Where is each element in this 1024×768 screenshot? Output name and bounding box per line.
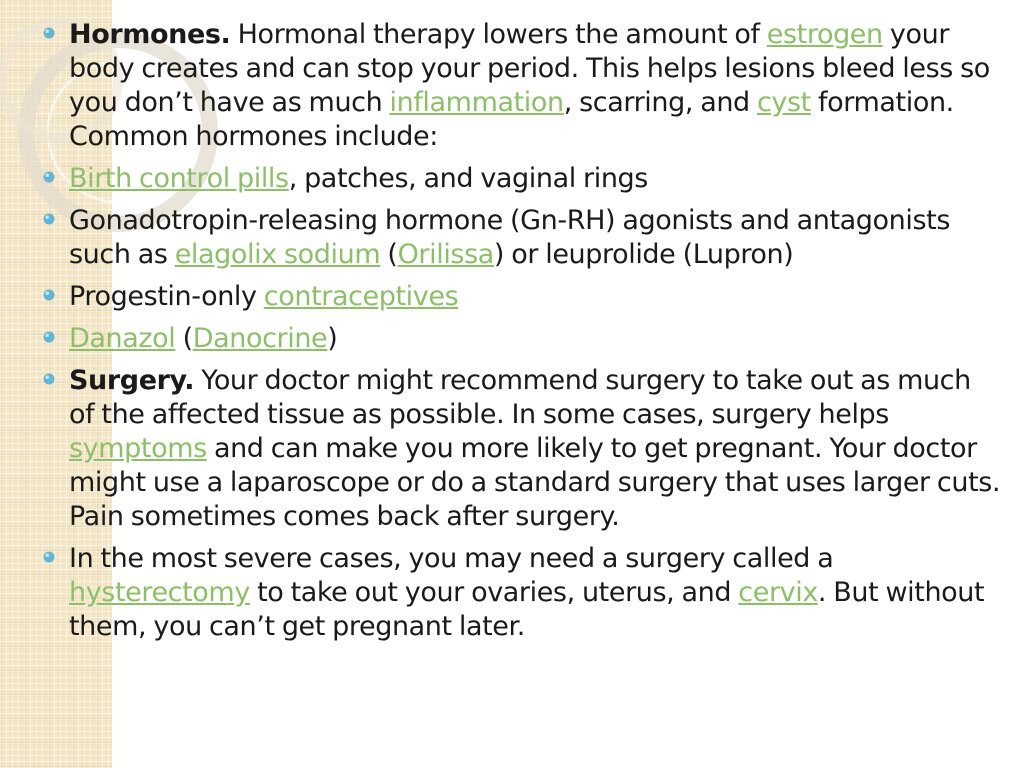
body-text: and can make you more likely to get pregnant. Your doctor might use a laparoscope or do a standard surgery that uses larger cuts. Pain sometimes comes back after surgery. <box>69 433 1001 532</box>
body-text: to take out your ovaries, uterus, and <box>249 577 739 608</box>
body-text: ( <box>380 239 398 270</box>
body-text: Hormonal therapy lowers the amount of <box>230 19 767 50</box>
bullet-icon <box>42 372 56 386</box>
list-item-surgery <box>42 364 1002 534</box>
inflammation-link[interactable]: inflammation <box>389 87 564 118</box>
bullet-icon <box>42 550 56 564</box>
danazol-link[interactable]: Danazol <box>69 323 176 354</box>
list-item-gnrh <box>42 204 1002 272</box>
lead-text: Hormones. <box>69 19 231 50</box>
contraceptives-link[interactable]: contraceptives <box>263 281 459 312</box>
body-text: Progestin-only <box>69 281 264 312</box>
body-text: , patches, and vaginal rings <box>288 163 648 194</box>
bullet-icon <box>42 330 56 344</box>
body-text: ( <box>175 323 193 354</box>
estrogen-link[interactable]: estrogen <box>766 19 883 50</box>
body-text: your body creates and can stop your period. This helps lesions bleed less so you don’t have as much <box>69 19 990 118</box>
body-text: Gonadotropin-releasing hormone (Gn-RH) agonists and antagonists such as <box>69 205 950 270</box>
bullet-icon <box>42 26 56 40</box>
bullet-icon <box>42 212 56 226</box>
list-item-hysterectomy <box>42 542 1002 644</box>
cyst-link[interactable]: cyst <box>756 87 811 118</box>
body-text: . But without them, you can’t get pregnant later. <box>69 577 985 642</box>
danocrine-link[interactable]: Danocrine <box>192 323 328 354</box>
list-item-birth-control <box>42 162 1002 196</box>
list-item-progestin <box>42 280 1002 314</box>
bullet-icon <box>42 170 56 184</box>
body-text: ) or leuprolide (Lupron) <box>493 239 794 270</box>
bullet-list-container <box>42 18 1002 652</box>
body-text: , scarring, and <box>563 87 757 118</box>
bullet-icon <box>42 288 56 302</box>
body-text: In the most severe cases, you may need a surgery called a <box>69 543 834 574</box>
bullet-list <box>42 18 1002 644</box>
symptoms-link[interactable]: symptoms <box>69 433 207 464</box>
hysterectomy-link[interactable]: hysterectomy <box>69 577 250 608</box>
cervix-link[interactable]: cervix <box>738 577 818 608</box>
body-text: ) <box>327 323 338 354</box>
orilissa-link[interactable]: Orilissa <box>397 239 494 270</box>
lead-text: Surgery. <box>69 365 195 396</box>
birth-control-pills-link[interactable]: Birth control pills <box>69 163 289 194</box>
list-item-hormones <box>42 18 1002 154</box>
body-text: Your doctor might recommend surgery to take out as much of the affected tissue as possible. In some cases, surgery helps <box>69 365 971 430</box>
list-item-danazol <box>42 322 1002 356</box>
body-text: formation. Common hormones include: <box>69 87 954 152</box>
elagolix-sodium-link[interactable]: elagolix sodium <box>174 239 381 270</box>
